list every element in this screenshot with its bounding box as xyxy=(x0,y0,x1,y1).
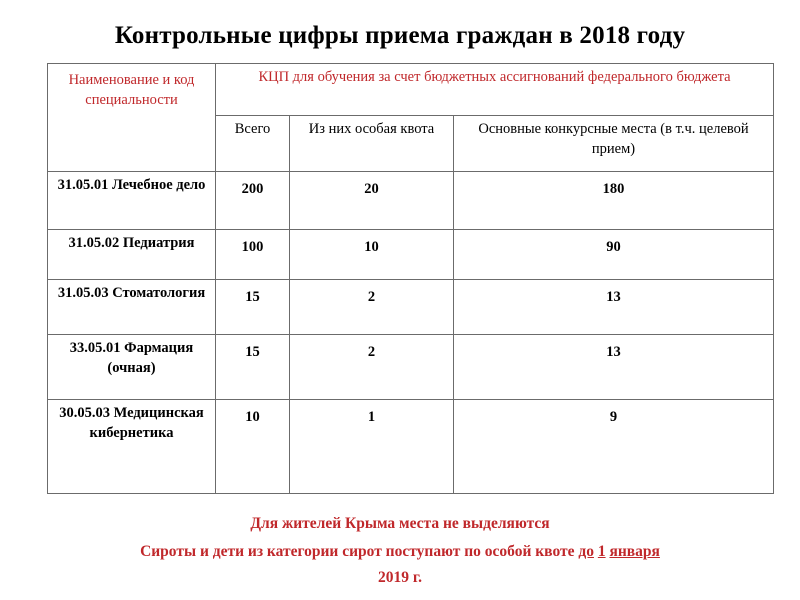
row-total: 10 xyxy=(216,400,290,494)
row-total: 15 xyxy=(216,280,290,335)
note-orphans-month: января xyxy=(609,543,660,560)
admission-table xyxy=(47,63,774,494)
row-main: 13 xyxy=(454,335,774,400)
table-row xyxy=(48,172,774,230)
table-row xyxy=(48,280,774,335)
table-row xyxy=(48,400,774,494)
row-specialty: 33.05.01 Фармация (очная) xyxy=(48,335,216,400)
note-orphans-do: до xyxy=(578,543,594,560)
note-orphans-day: 1 xyxy=(597,543,606,560)
row-quota: 2 xyxy=(290,335,454,400)
note-orphans xyxy=(0,539,800,591)
header-row-1 xyxy=(48,64,774,116)
row-main: 180 xyxy=(454,172,774,230)
row-main: 9 xyxy=(454,400,774,494)
row-specialty: 31.05.01 Лечебное дело xyxy=(48,172,216,230)
row-main: 13 xyxy=(454,280,774,335)
row-quota: 1 xyxy=(290,400,454,494)
page-title: Контрольные цифры приема граждан в 2018 году xyxy=(114,22,686,49)
header-special-quota: Из них особая квота xyxy=(290,116,454,172)
table-row xyxy=(48,230,774,280)
note-orphans-text: Сироты и дети из категории сирот поступают по особой квоте xyxy=(140,543,575,560)
row-quota: 2 xyxy=(290,280,454,335)
row-quota: 10 xyxy=(290,230,454,280)
header-main-places: Основные конкурсные места (в т.ч. целевой прием) xyxy=(454,116,774,172)
row-quota: 20 xyxy=(290,172,454,230)
note-crimea: Для жителей Крыма места не выделяются xyxy=(250,515,550,532)
row-total: 15 xyxy=(216,335,290,400)
header-specialty: Наименование и код специальности xyxy=(48,64,216,172)
row-main: 90 xyxy=(454,230,774,280)
header-budget-group: КЦП для обучения за счет бюджетных ассигнований федерального бюджета xyxy=(216,64,774,116)
row-specialty: 30.05.03 Медицинская кибернетика xyxy=(48,400,216,494)
row-specialty: 31.05.03 Стоматология xyxy=(48,280,216,335)
row-specialty: 31.05.02 Педиатрия xyxy=(48,230,216,280)
table-row xyxy=(48,335,774,400)
row-total: 200 xyxy=(216,172,290,230)
header-total: Всего xyxy=(216,116,290,172)
row-total: 100 xyxy=(216,230,290,280)
note-orphans-year: 2019 г. xyxy=(377,569,423,586)
